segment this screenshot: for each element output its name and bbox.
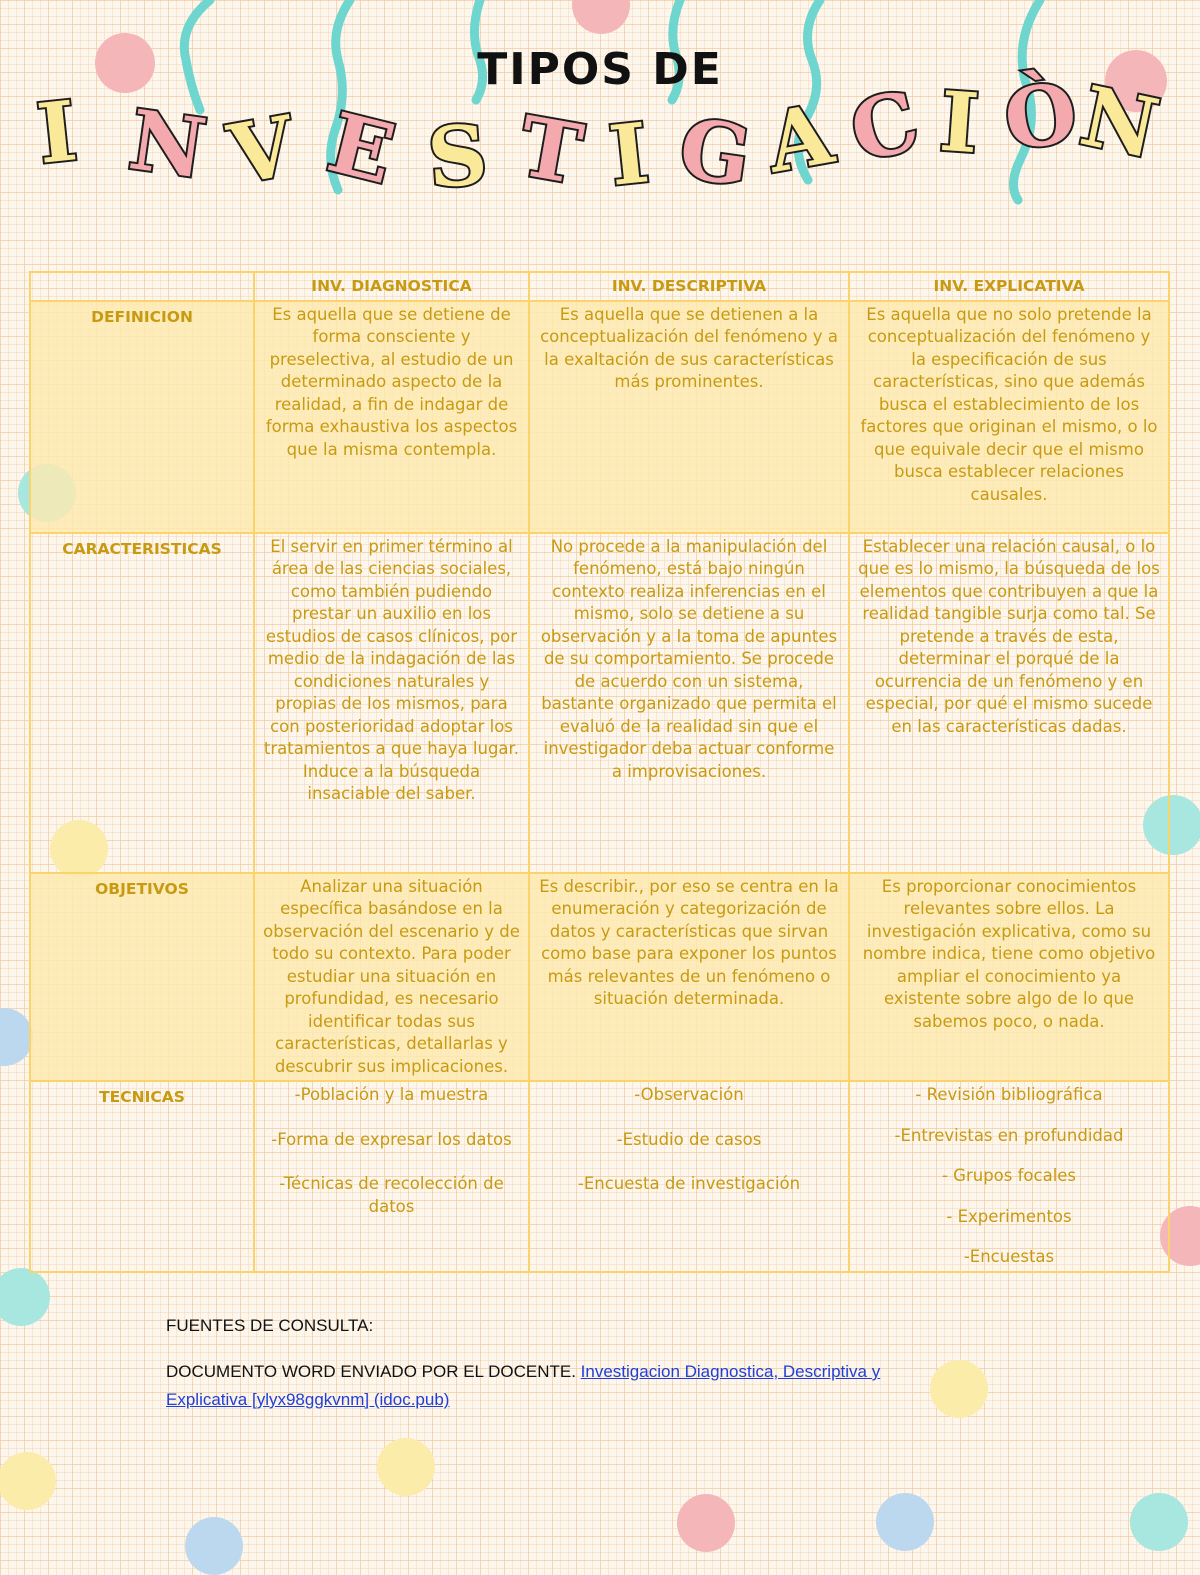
table-row-objetivos [30, 873, 1169, 1082]
table-cell [254, 533, 529, 873]
dot-decoration [572, 0, 630, 34]
table-cell: Es aquella que no solo pretende la conceptualización del fenómeno y la especificación de sus características, sino que además busca el establecimiento de los factores que originan el mismo, o lo que equivale decir que el mismo busca establecer relaciones causales. [849, 301, 1169, 533]
table-header-row [30, 272, 1169, 301]
title-letter: N [123, 92, 212, 198]
cell-extra-text: Induce a la búsqueda insaciable del saber. [302, 761, 481, 803]
list-item: -Población y la muestra [294, 1085, 489, 1104]
table-cell: Analizar una situación específica basándose en la observación del escenario y de todo su contexto. Para poder estudiar una situación en profundidad, es necesario identificar todas sus características, detallarlas y descubrir sus implicaciones. [254, 873, 529, 1082]
table-cell [254, 1081, 529, 1272]
row-label: DEFINICION [30, 301, 254, 533]
title-letter: A [760, 86, 840, 192]
list-item: -Estudio de casos [616, 1129, 762, 1149]
sources-entry [166, 1358, 956, 1414]
row-label: TECNICAS [30, 1081, 254, 1272]
dot-decoration [1130, 1493, 1188, 1551]
table-cell [529, 1081, 849, 1272]
table-row-definicion [30, 301, 1169, 533]
dot-decoration [677, 1494, 735, 1552]
title-letter: G [673, 100, 757, 206]
table-cell: Establecer una relación causal, o lo que es lo mismo, la búsqueda de los elementos que contribuyen a que la realidad tangible surja como tal. Se pretende a través de esta, determinar el porqué de la ocurrencia de un fenómeno y en especial, por qué el mismo sucede en las características dadas. [849, 533, 1169, 873]
title-letter: T [512, 98, 589, 204]
list-item: -Observación [634, 1085, 744, 1104]
table-cell: No procede a la manipulación del fenómeno, está bajo ningún contexto realiza inferencias en el mismo, solo se detiene a su observación y a la toma de apuntes de su comportamiento. Se procede de acuerdo con un sistema, bastante organizado que permita el evaluó de la realidad sin que el investigador deba actuar conforme a improvisaciones. [529, 533, 849, 873]
source-link-line1: Investigacion Diagnostica, Descriptiva y [580, 1362, 881, 1381]
sources-section [166, 1312, 956, 1414]
list-item: -Técnicas de recolección de datos [279, 1174, 504, 1216]
title-letter: E [319, 94, 404, 204]
table-cell: Es describir., por eso se centra en la enumeración y categorización de datos y características que sirvan como base para exponer los puntos más relevantes de un fenómeno o situación determinada. [529, 873, 849, 1082]
title-letter: I [33, 83, 82, 183]
list-item: -Forma de expresar los datos [271, 1129, 512, 1149]
dot-decoration [185, 1517, 243, 1575]
row-label: CARACTERISTICAS [30, 533, 254, 873]
title-letter: S [424, 107, 491, 207]
sources-prefix: DOCUMENTO WORD ENVIADO POR EL DOCENTE. [166, 1362, 576, 1381]
list-item: - Grupos focales [941, 1166, 1077, 1185]
table-cell [849, 1081, 1169, 1272]
sources-label: FUENTES DE CONSULTA: [166, 1316, 374, 1335]
header-explicativa: INV. EXPLICATIVA [849, 272, 1169, 301]
header-empty [30, 272, 254, 301]
cell-text: El servir en primer término al área de las ciencias sociales, como también pudiendo prestar un auxilio en los estudios de casos clínicos, por medio de la indagación de las condiciones naturales y propias de los mismos, para con posterioridad adoptar los tratamientos a que haya lugar. [263, 536, 520, 758]
dot-decoration [0, 1268, 50, 1326]
dot-decoration [377, 1438, 435, 1496]
title-letter: V [222, 98, 302, 204]
dot-decoration [0, 1452, 56, 1510]
list-item: - Experimentos [946, 1206, 1072, 1226]
title-line1: TIPOS DE [477, 44, 723, 95]
dot-decoration [876, 1493, 934, 1551]
table-cell: Es proporcionar conocimientos relevantes sobre ellos. La investigación explicativa, como su nombre indica, tiene como objetivo ampliar el conocimiento ya existente sobre algo de lo que sabemos poco, o nada. [849, 873, 1169, 1082]
source-link-line2: Explicativa [ylyx98ggkvnm] (idoc.pub) [166, 1390, 450, 1409]
header-descriptiva: INV. DESCRIPTIVA [529, 272, 849, 301]
comparison-table [29, 271, 1170, 1273]
table-row-caracteristicas [30, 533, 1169, 873]
header-diagnostica: INV. DIAGNOSTICA [254, 272, 529, 301]
list-item: -Encuesta de investigación [577, 1174, 801, 1193]
title-letter: I [936, 73, 982, 173]
table-cell: Es aquella que se detiene de forma consciente y preselectiva, al estudio de un determinado aspecto de la realidad, a fin de indagar de forma exhaustiva los aspectos que la misma contempla. [254, 301, 529, 533]
title-letter: N [1072, 68, 1167, 178]
table-row-tecnicas [30, 1081, 1169, 1272]
title-letter: C [841, 72, 928, 182]
list-item: -Entrevistas en profundidad [894, 1125, 1124, 1145]
list-item: - Revisión bibliográfica [915, 1085, 1103, 1104]
row-label: OBJETIVOS [30, 873, 254, 1082]
title-letter: I [605, 105, 654, 205]
list-item: -Encuestas [963, 1247, 1055, 1266]
table-cell: Es aquella que se detienen a la conceptualización del fenómeno y a la exaltación de sus características más prominentes. [529, 301, 849, 533]
title-letter: Ò [998, 64, 1083, 170]
